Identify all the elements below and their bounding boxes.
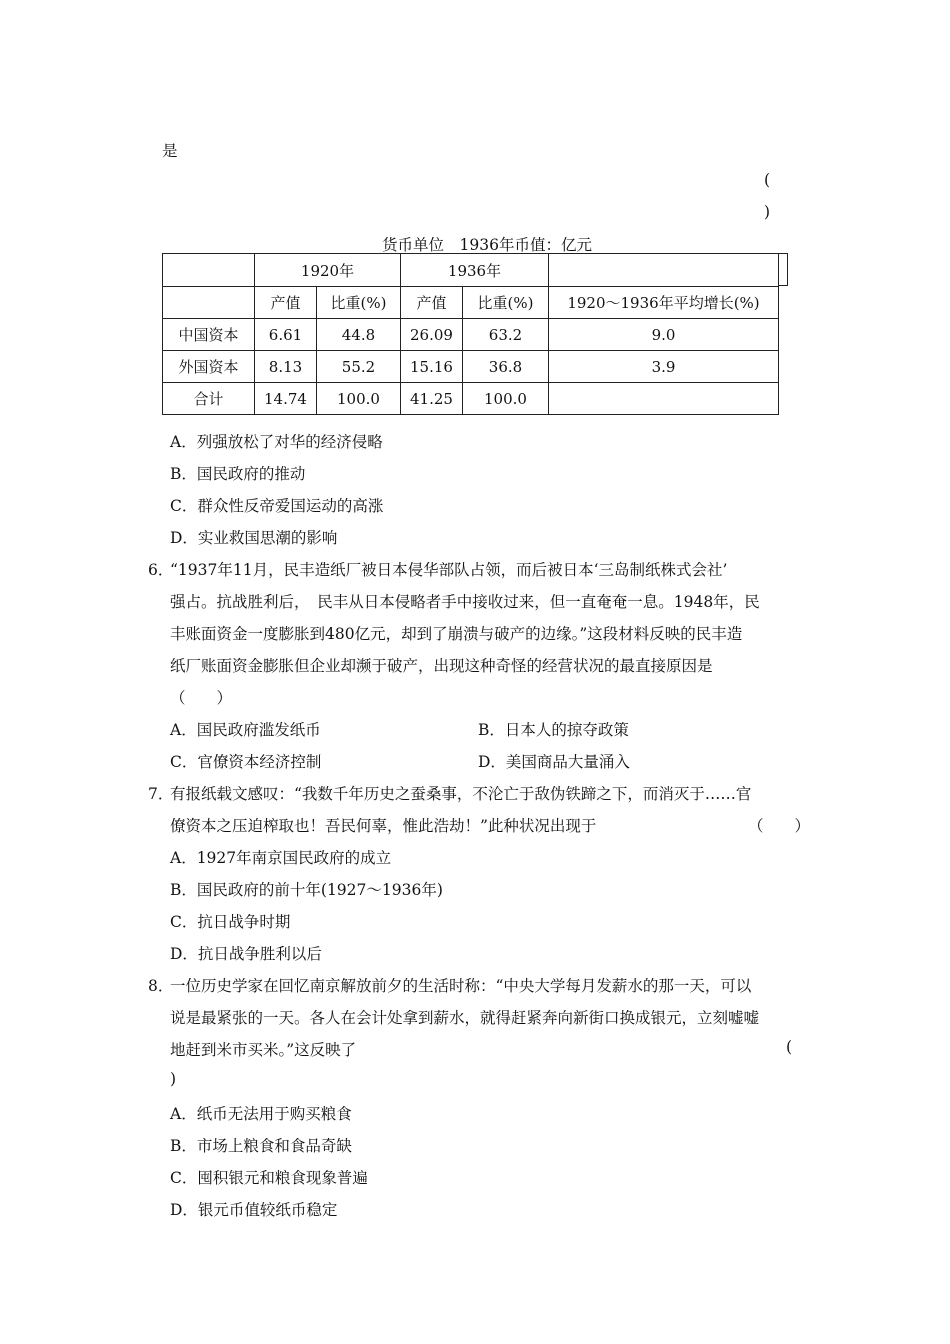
table-cell [549,383,779,415]
q8-stem-line-1: 一位历史学家在回忆南京解放前夕的生活时称：“中央大学每月发薪水的那一天，可以 [170,977,752,995]
q8-paren-close: ) [170,1070,177,1088]
q7-answer-paren: （ ） [748,817,811,835]
q8-option-a: A．纸币无法用于购买粮食 [170,1105,352,1123]
q5-paren-open: ( [764,171,771,189]
table-cell: 3.9 [549,351,779,383]
table-header-cell: 产值 [401,287,463,319]
q5-paren-close: ) [764,203,771,221]
table-caption: 货币单位 1936年币值：亿元 [382,236,592,254]
q8-paren-open: ( [786,1038,793,1056]
table-cell [549,254,779,287]
q7-option-d: D．抗日战争胜利以后 [170,945,322,963]
table-cell: 6.61 [255,319,317,351]
q6-option-c: C．官僚资本经济控制 [170,753,322,771]
table-cell: 中国资本 [163,319,255,351]
table-cell: 26.09 [401,319,463,351]
q7-option-c: C．抗日战争时期 [170,913,291,931]
q7-option-a: A．1927年南京国民政府的成立 [170,849,392,867]
table-cell: 41.25 [401,383,463,415]
table-cell: 8.13 [255,351,317,383]
table-header-cell: 比重(%) [317,287,401,319]
q7-number: 7． [148,785,174,803]
q6-option-a: A．国民政府滥发纸币 [170,721,321,739]
q8-stem-line-2: 说是最紧张的一天。各人在会计处拿到薪水，就得赶紧奔向新街口换成银元，立刻嘘嘘 [170,1009,760,1027]
q5-option-c: C．群众性反帝爱国运动的高涨 [170,497,384,515]
table-header-1936: 1936年 [401,254,549,287]
table-cell: 100.0 [317,383,401,415]
q5-option-a: A．列强放松了对华的经济侵略 [170,433,383,451]
table-cell: 合计 [163,383,255,415]
q5-option-d: D．实业救国思潮的影响 [170,529,338,547]
table-cell: 63.2 [463,319,549,351]
q6-stem-line-4: 纸厂账面资金膨胀但企业却濒于破产，出现这种奇怪的经营状况的最直接原因是 [170,657,713,675]
table-row [163,383,779,415]
table-header-row-1 [163,254,779,287]
q6-option-d: D．美国商品大量涌入 [478,753,630,771]
q6-stem-line-3: 丰账面资金一度膨胀到480亿元，却到了崩溃与破产的边缘。”这段材料反映的民丰造 [170,625,743,643]
q5-stem-end: 是 [162,142,178,160]
q8-option-c: C．囤积银元和粮食现象普遍 [170,1169,368,1187]
table-cell [163,254,255,287]
table-header-1920: 1920年 [255,254,401,287]
q8-option-d: D．银元币值较纸币稳定 [170,1201,338,1219]
table-header-row-2 [163,287,779,319]
q7-option-b: B．国民政府的前十年(1927～1936年) [170,881,443,899]
table-header-cell: 1920～1936年平均增长(%) [549,287,779,319]
table-cell: 15.16 [401,351,463,383]
table-cell: 14.74 [255,383,317,415]
table-extra-border [778,253,788,286]
q5-option-b: B．国民政府的推动 [170,465,306,483]
table-cell: 100.0 [463,383,549,415]
q6-number: 6． [148,561,174,579]
capital-table [162,253,779,415]
q8-number: 8． [148,977,174,995]
q6-stem-line-1: “1937年11月，民丰造纸厂被日本侵华部队占领，而后被日本‘三岛制纸株式会社’ [170,561,728,579]
table-header-cell: 比重(%) [463,287,549,319]
table-row [163,319,779,351]
q7-stem-line-1: 有报纸载文感叹：“我数千年历史之蚕桑事，不沦亡于敌伪铁蹄之下，而消灭于……官 [170,785,752,803]
table-cell: 外国资本 [163,351,255,383]
q8-stem-line-3: 地赶到米市买米。”这反映了 [170,1041,357,1059]
table-header-cell: 产值 [255,287,317,319]
table-row [163,351,779,383]
q6-stem-line-2: 强占。抗战胜利后， 民丰从日本侵略者手中接收过来，但一直奄奄一息。1948年，民 [170,593,760,611]
table-cell: 9.0 [549,319,779,351]
q6-option-b: B．日本人的掠夺政策 [478,721,629,739]
q7-stem-line-2: 僚资本之压迫榨取也！吾民何辜，惟此浩劫！”此种状况出现于 [170,817,597,835]
q8-option-b: B．市场上粮食和食品奇缺 [170,1137,352,1155]
table-cell [163,287,255,319]
table-cell: 44.8 [317,319,401,351]
q6-answer-paren: （ ） [170,689,233,707]
table-cell: 36.8 [463,351,549,383]
table-cell: 55.2 [317,351,401,383]
